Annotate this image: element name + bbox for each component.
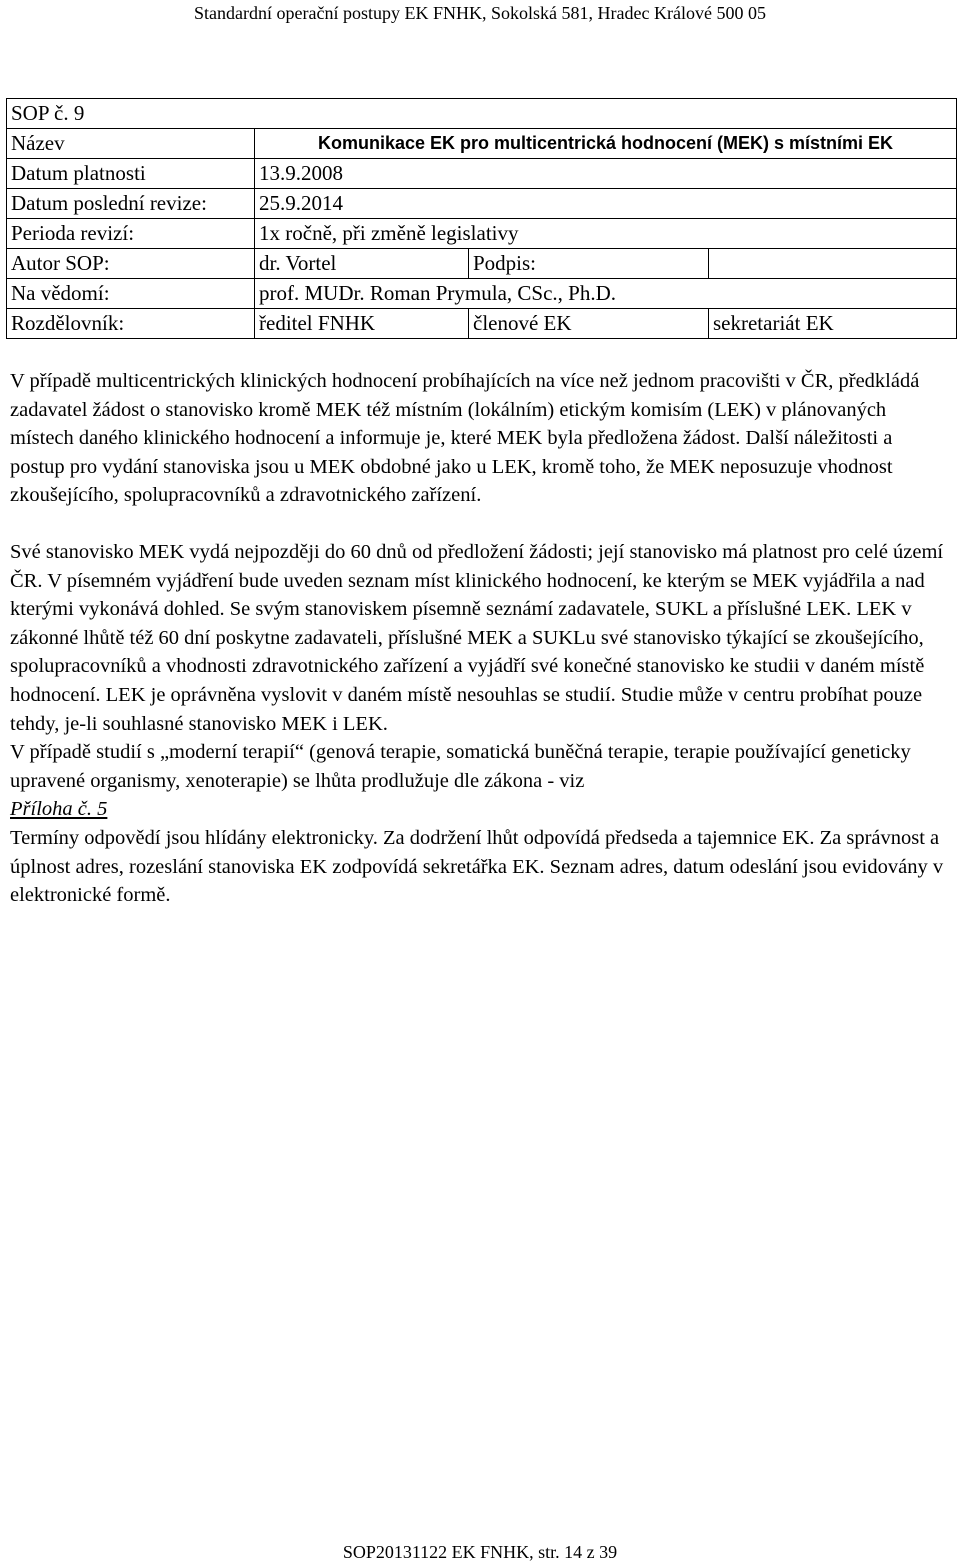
sop-number: SOP č. 9	[7, 99, 957, 129]
distribution-label: Rozdělovník:	[7, 309, 255, 339]
signature-label: Podpis:	[469, 249, 709, 279]
sop-number-row	[7, 99, 957, 129]
paragraph-multicentric: V případě multicentrických klinických hodnocení probíhajících na více než jednom pracovišti v ČR, předkládá zadavatel žádost o stanovisko kromě MEK též místním (lokálním) etickým komisím (LEK) v plánovaných místech daného klinického hodnocení a informuje je, které MEK byla předložena žádost. Další náležitosti a postup pro vydání stanoviska jsou u MEK obdobné jako u LEK, kromě toho, že MEK neposuzuje vhodnost zkoušejícího, spolupracovníků a zdravotnického zařízení.	[10, 370, 920, 507]
modern-therapy-text: V případě studií s „moderní terapií“ (genová terapie, somatická buněčná terapie, terapie používající geneticky upravené organismy, xenoterapie) se lhůta prodlužuje dle zákona - viz	[10, 741, 911, 792]
revision-period-label: Perioda revizí:	[7, 219, 255, 249]
revision-date-label: Datum poslední revize:	[7, 189, 255, 219]
name-row	[7, 129, 957, 159]
aware-label: Na vědomí:	[7, 279, 255, 309]
valid-date-value: 13.9.2008	[255, 159, 957, 189]
document-body	[10, 367, 952, 910]
distribution-director: ředitel FNHK	[255, 309, 469, 339]
author-label: Autor SOP:	[7, 249, 255, 279]
revision-period-value: 1x ročně, při změně legislativy	[255, 219, 957, 249]
page-footer: SOP20131122 EK FNHK, str. 14 z 39	[342, 1542, 618, 1562]
aware-value: prof. MUDr. Roman Prymula, CSc., Ph.D.	[255, 279, 957, 309]
distribution-row	[7, 309, 957, 339]
revision-date-row	[7, 189, 957, 219]
paragraph-opinion: Své stanovisko MEK vydá nejpozději do 60 dnů od předložení žádosti; její stanovisko má platnost pro celé území ČR. V písemném vyjádření bude uveden seznam míst klinického hodnocení, ke kterým se MEK vyjádřila a nad kterými vykonává dohled. Se svým stanoviskem písemně seznámí zadavatele, SUKL a příslušné LEK. LEK v zákonné lhůtě též 60 dní poskytne zadavateli, příslušné MEK a SUKLu své stanovisko týkající se zkoušejícího, spolupracovníků a vhodnosti zdravotnického zařízení a vyjádří své konečné stanovisko ke studii v daném místě hodnocení. LEK je oprávněna vyslovit v daném místě nesouhlas se studií. Studie může v centru probíhat pouze tehdy, je-li souhlasné stanovisko MEK i LEK.	[10, 540, 944, 735]
page-header: Standardní operační postupy EK FNHK, Sokolská 581, Hradec Králové 500 05	[194, 3, 766, 23]
valid-date-label: Datum platnosti	[7, 159, 255, 189]
author-value: dr. Vortel	[255, 249, 469, 279]
author-row	[7, 249, 957, 279]
annex-link[interactable]: Příloha č. 5	[10, 798, 108, 821]
revision-date-value: 25.9.2014	[255, 189, 957, 219]
paragraph-deadlines: Termíny odpovědí jsou hlídány elektronicky. Za dodržení lhůt odpovídá předseda a tajemnice EK. Za správnost a úplnost adres, rozeslání stanoviska EK zodpovídá sekretářka EK. Seznam adres, datum odeslání jsou evidovány v elektronické formě.	[10, 826, 944, 907]
revision-period-row	[7, 219, 957, 249]
name-label: Název	[7, 129, 255, 159]
sop-title: Komunikace EK pro multicentrická hodnocení (MEK) s místními EK	[255, 129, 957, 159]
signature-value	[709, 249, 957, 279]
distribution-secretariat: sekretariát EK	[709, 309, 957, 339]
sop-info-table	[6, 98, 957, 339]
valid-date-row	[7, 159, 957, 189]
aware-row	[7, 279, 957, 309]
paragraph-modern-therapy	[10, 738, 952, 824]
distribution-members: členové EK	[469, 309, 709, 339]
